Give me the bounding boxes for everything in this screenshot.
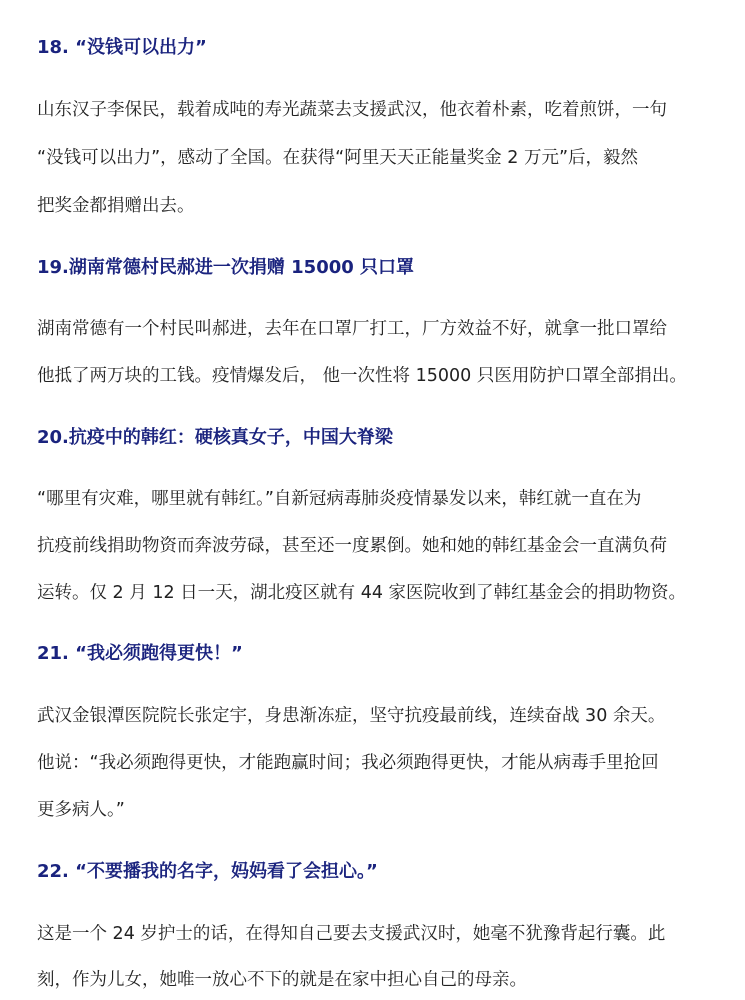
section-21-heading: 21. “我必须跑得更快！”	[37, 643, 243, 664]
section-19-paragraph	[37, 317, 717, 397]
section-21-line-2: 他说：“我必须跑得更快，才能跑赢时间；我必须跑得更快，才能从病毒手里抢回	[37, 753, 659, 773]
section-20-paragraph	[37, 487, 717, 617]
section-20-line-3: 运转。仅 2 月 12 日一天，湖北疫区就有 44 家医院收到了韩红基金会的捐助物资。	[37, 583, 687, 603]
section-18-line-3: 把奖金都捐赠出去。	[37, 196, 195, 216]
section-21-line-3: 更多病人。”	[37, 800, 125, 820]
section-22-paragraph	[37, 922, 717, 994]
section-18-paragraph	[37, 98, 717, 228]
section-21-line-1: 武汉金银潭医院院长张定宇，身患渐冻症，坚守抗疫最前线，连续奋战 30 余天。	[37, 706, 666, 726]
section-19-line-2: 他抵了两万块的工钱。疫情爆发后， 他一次性将 15000 只医用防护口罩全部捐出。	[37, 366, 687, 386]
section-19-heading: 19.湖南常德村民郝进一次捐赠 15000 只口罩	[37, 257, 415, 278]
section-18-line-1: 山东汉子李保民，载着成吨的寿光蔬菜去支援武汉，他衣着朴素，吃着煎饼，一句	[37, 100, 667, 120]
section-18-heading: 18. “没钱可以出力”	[37, 37, 207, 58]
section-22-line-1: 这是一个 24 岁护士的话，在得知自己要去支援武汉时，她毫不犹豫背起行囊。此	[37, 924, 666, 944]
section-22-heading: 22. “不要播我的名字，妈妈看了会担心。”	[37, 861, 378, 882]
section-18-line-2: “没钱可以出力”，感动了全国。在获得“阿里天天正能量奖金 2 万元”后，毅然	[37, 148, 639, 168]
section-19-line-1: 湖南常德有一个村民叫郝进，去年在口罩厂打工，厂方效益不好，就拿一批口罩给	[37, 319, 667, 339]
section-21-paragraph	[37, 704, 717, 834]
section-20-line-2: 抗疫前线捐助物资而奔波劳碌，甚至还一度累倒。她和她的韩红基金会一直满负荷	[37, 536, 667, 556]
section-22-line-2: 刻，作为儿女，她唯一放心不下的就是在家中担心自己的母亲。	[37, 970, 527, 990]
section-20-line-1: “哪里有灾难，哪里就有韩红。”自新冠病毒肺炎疫情暴发以来，韩红就一直在为	[37, 489, 642, 509]
section-20-heading: 20.抗疫中的韩红：硬核真女子，中国大脊梁	[37, 427, 393, 448]
